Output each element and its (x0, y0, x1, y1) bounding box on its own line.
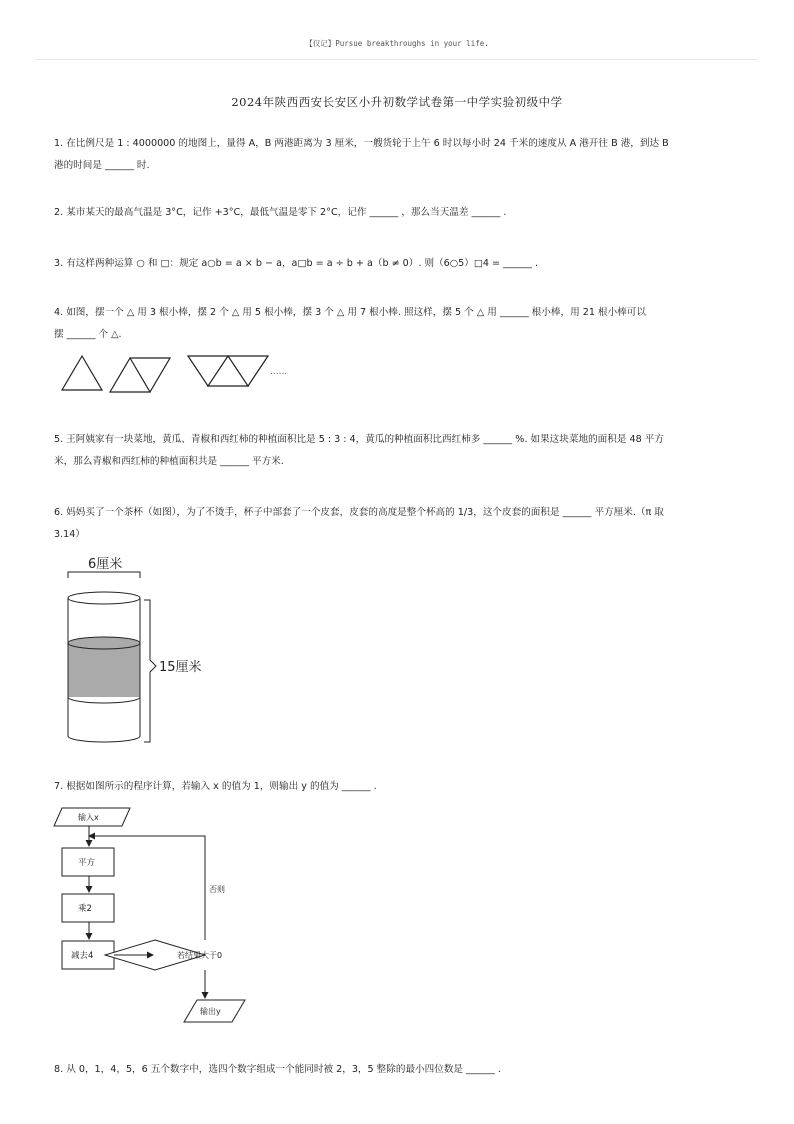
condition-label: 若结果大于0 (177, 951, 223, 960)
question-2-line-1: 2. 某市某天的最高气温是 3°C，记作 +3°C，最低气温是零下 2°C，记作 ______ ，那么当天温差 ______ . (54, 207, 507, 218)
question-5 (54, 429, 744, 473)
header-divider (36, 59, 758, 60)
output-label: 输出y (200, 1007, 221, 1016)
page-header: 【仅记】Pursue breakthroughs in your life. (305, 39, 489, 48)
square-label: 平方 (78, 858, 96, 868)
question-8-line-1: 8. 从 0，1，4，5，6 五个数字中，选四个数字组成一个能同时被 2，3，5 整除的最小四位数是 ______ . (54, 1064, 501, 1075)
height-bracket (144, 600, 156, 742)
question-7 (54, 776, 744, 798)
triangles-figure (58, 352, 318, 396)
cup-bottom (68, 736, 140, 742)
single-triangle (62, 356, 102, 390)
question-4-line-1: 4. 如图，摆一个 △ 用 3 根小棒，摆 2 个 △ 用 5 根小棒，摆 3 个 △ 用 7 根小棒. 照这样，摆 5 个 △ 用 ______ 根小棒，用 21 根小棒可以 (54, 307, 646, 318)
minus4-label: 减去4 (71, 951, 94, 961)
question-1 (54, 133, 744, 177)
question-3 (54, 253, 744, 275)
sleeve-top-edge (68, 637, 140, 649)
question-3-line-1: 3. 有这样两种运算 ○ 和 □：规定 a○b = a × b − a，a□b = a ÷ b + a（b ≠ 0）. 则（6○5）□4 = ______ . (54, 258, 539, 269)
question-4 (54, 302, 744, 346)
question-6-line-2: 3.14） (54, 529, 85, 540)
question-8 (54, 1059, 744, 1081)
cup-rim (68, 592, 140, 604)
input-label: 输入x (78, 813, 99, 822)
question-4-line-2: 摆 ______ 个 △. (54, 329, 122, 340)
three-triangles (188, 356, 268, 386)
question-1-line-1: 1. 在比例尺是 1 : 4000000 的地图上，量得 A，B 两港距离为 3 厘米，一艘货轮于上午 6 时以每小时 24 千米的速度从 A 港开往 B 港，到达 B (54, 138, 669, 149)
question-5-line-1: 5. 王阿姨家有一块菜地，黄瓜、青椒和西红柿的种植面积比是 5 : 3 : 4，黄瓜的种植面积比西红柿多 ______ %. 如果这块菜地的面积是 48 平方 (54, 434, 664, 445)
flowchart-figure (52, 800, 262, 1030)
diameter-bracket (68, 572, 140, 578)
else-label: 否则 (209, 885, 225, 894)
cup-figure (58, 554, 218, 746)
question-1-line-2: 港的时间是 ______ 时. (54, 160, 150, 171)
height-label: 15厘米 (159, 660, 202, 675)
question-6 (54, 502, 744, 546)
continuation-dots: ...... (270, 367, 288, 377)
times2-label: 乘2 (78, 904, 92, 914)
sleeve-bottom-edge (68, 697, 140, 703)
diameter-label: 6厘米 (88, 557, 123, 572)
question-6-line-1: 6. 妈妈买了一个茶杯（如图），为了不烫手，杯子中部套了一个皮套，皮套的高度是整个杯高的 1/3，这个皮套的面积是 ______ 平方厘米.（π 取 (54, 507, 664, 518)
question-2 (54, 202, 744, 224)
two-triangles (110, 358, 170, 392)
question-5-line-2: 米，那么青椒和西红柿的种植面积共是 ______ 平方米. (54, 456, 284, 467)
page-title: 2024年陕西西安长安区小升初数学试卷第一中学实验初级中学 (231, 95, 563, 109)
question-7-line-1: 7. 根据如图所示的程序计算，若输入 x 的值为 1，则输出 y 的值为 ______ . (54, 781, 377, 792)
cup-sleeve (68, 643, 140, 697)
